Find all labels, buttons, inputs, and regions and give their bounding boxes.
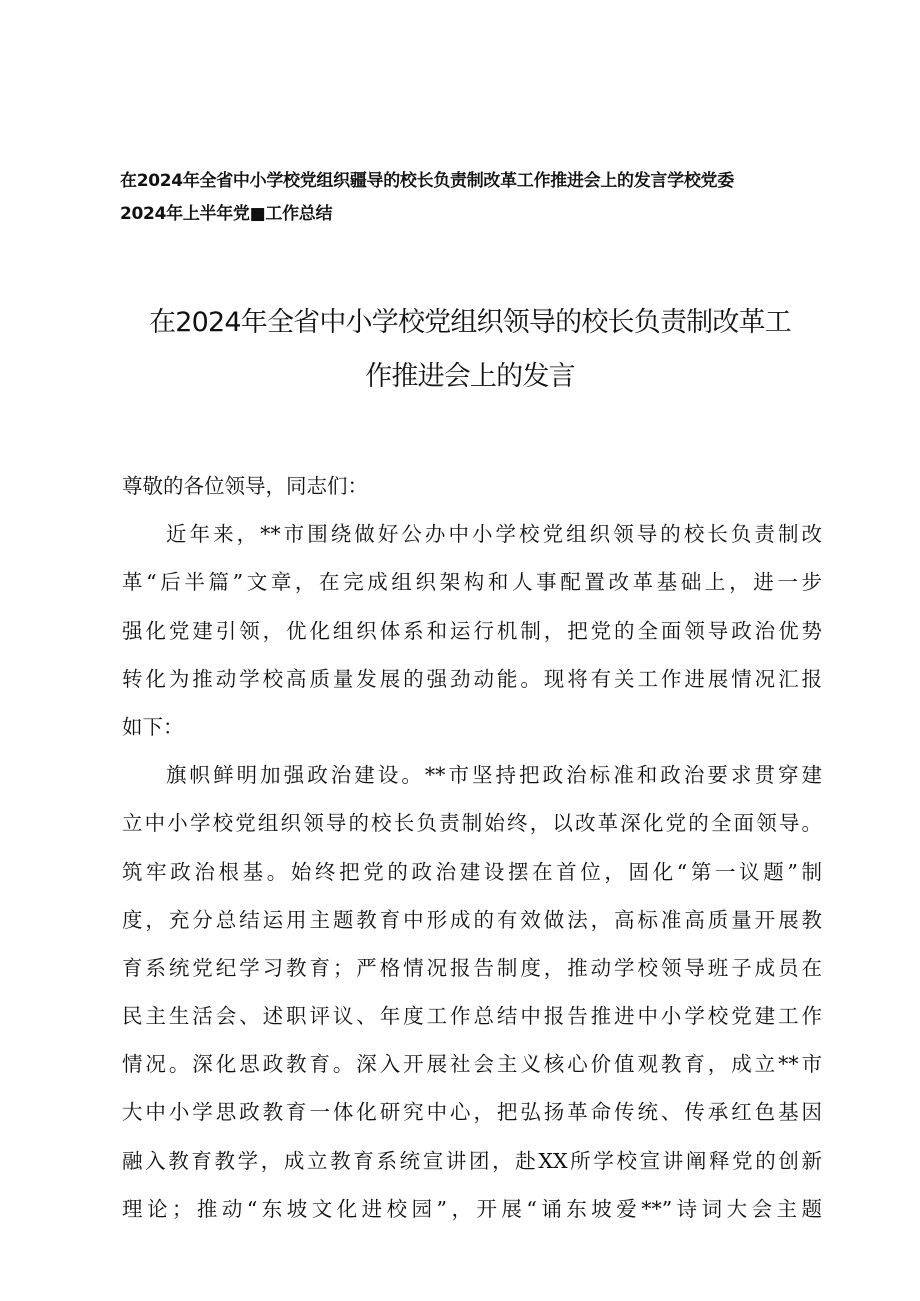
body-line: 民主生活会、述职评议、年度工作总结中报告推进中小学校党建工作 [122, 1004, 822, 1029]
body-line: 融入教育教学，成立教育系统宣讲团，赴XX所学校宣讲阐释党的创新 [122, 1148, 822, 1173]
salutation: 尊敬的各位领导，同志们： [122, 474, 368, 498]
body-line: 近年来，**市围绕做好公办中小学校党组织领导的校长负责制改 [166, 522, 822, 547]
body-line: 情况。深化思政教育。深入开展社会主义核心价值观教育，成立**市 [122, 1052, 822, 1077]
main-title [120, 296, 820, 404]
body-line: 立中小学校党组织领导的校长负责制始终，以改革深化党的全面领导。 [122, 811, 822, 836]
header-line-1: 在2024年全省中小学校党组织疆导的校长负责制改革工作推进会上的发言学校党委 [120, 171, 734, 191]
body-line: 度，充分总结运用主题教育中形成的有效做法，高标准高质量开展教 [122, 907, 822, 932]
title-line-2: 作推进会上的发言 [365, 361, 575, 392]
title-line-1: 在2024年全省中小学校党组织领导的校长负责制改革工 [149, 307, 791, 338]
body-line: 如下： [122, 714, 184, 739]
body-line: 理论；推动“东坡文化进校园”，开展“诵东坡爱**”诗词大会主题 [122, 1196, 822, 1221]
body-line: 筑牢政治根基。始终把党的政治建设摆在首位，固化“第一议题”制 [122, 859, 822, 884]
body-line: 育系统党纪学习教育；严格情况报告制度，推动学校领导班子成员在 [122, 955, 822, 980]
document-header [120, 165, 820, 231]
body-line: 强化党建引领，优化组织体系和运行机制，把党的全面领导政治优势 [122, 618, 822, 643]
document-body [122, 462, 822, 1233]
body-line: 旗帜鲜明加强政治建设。**市坚持把政治标准和政治要求贯穿建 [166, 763, 822, 788]
body-line: 革“后半篇”文章，在完成组织架构和人事配置改革基础上，进一步 [122, 570, 822, 595]
header-line-2: 2024年上半年党■工作总结 [120, 204, 333, 224]
body-line: 大中小学思政教育一体化研究中心，把弘扬革命传统、传承红色基因 [122, 1100, 822, 1125]
body-line: 转化为推动学校高质量发展的强劲动能。现将有关工作进展情况汇报 [122, 666, 822, 691]
